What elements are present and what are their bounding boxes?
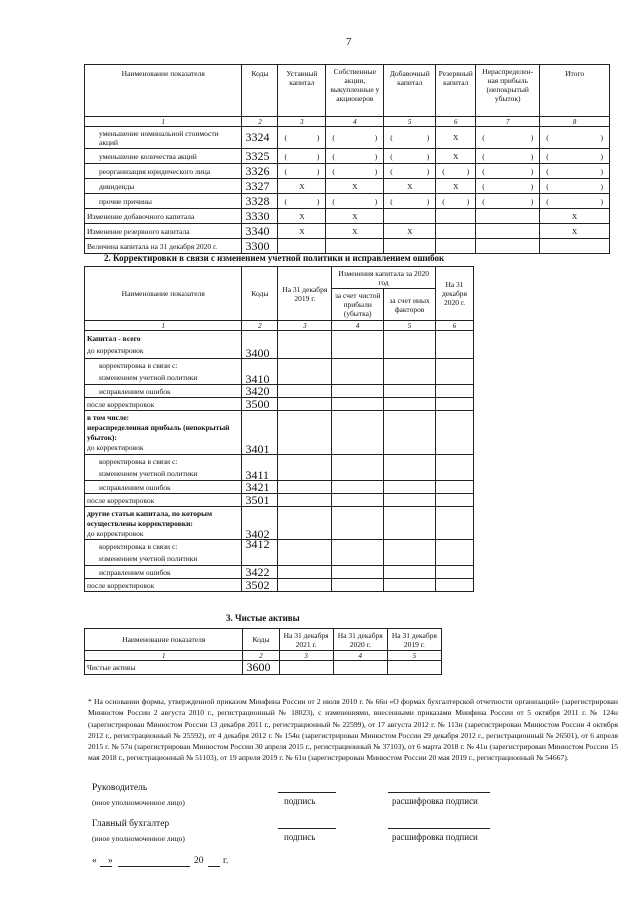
value-cell [326, 127, 384, 149]
header-cell: На 31 декабря 2021 г. [279, 629, 333, 651]
value-cell [476, 239, 540, 254]
value-cell [436, 481, 474, 494]
header-cell: Резервный капитал [436, 65, 476, 117]
row-code: 3400 [242, 331, 278, 359]
row-label-heading: в том числе: [87, 413, 130, 422]
value-cell [279, 661, 333, 675]
value-cell [333, 661, 387, 675]
date-open-quote: « [92, 856, 97, 866]
bracket-placeholder: ( ) [390, 196, 430, 206]
value-cell [384, 579, 436, 592]
value-cell [436, 331, 474, 359]
header-cell: На 31 декабря 2019 г. [387, 629, 441, 651]
column-number: 7 [476, 117, 540, 127]
value-cell [278, 481, 332, 494]
head-sublabel: (иное уполномоченное лицо) [92, 798, 185, 807]
value-cell [540, 179, 610, 194]
accountant-signature-caption: подпись [284, 832, 316, 842]
value-cell [278, 164, 326, 179]
row-code: 3324 [242, 127, 278, 149]
table-header-row [85, 629, 442, 651]
row-code: 3410 [242, 359, 278, 385]
value-cell [332, 331, 384, 359]
value-cell [278, 331, 332, 359]
row-label: исправлением ошибок [85, 481, 242, 494]
table-row [85, 164, 610, 179]
table-row [85, 661, 442, 675]
accountant-signature-line[interactable] [278, 828, 336, 829]
header-cell: Наименование показателя [85, 629, 243, 651]
table-row [85, 507, 474, 540]
date-month-line[interactable] [118, 866, 190, 867]
value-cell [326, 149, 384, 164]
column-number: 8 [540, 117, 610, 127]
value-cell [332, 455, 384, 481]
column-number: 5 [384, 117, 436, 127]
row-label-text: до корректировок [87, 529, 144, 538]
section-3-title: 3. Чистые активы [226, 613, 300, 623]
row-label-text: изменением учетной политики [99, 372, 198, 382]
value-cell [384, 331, 436, 359]
column-number: 6 [436, 117, 476, 127]
value-cell [436, 209, 476, 224]
bracket-placeholder: ( ) [284, 133, 320, 142]
head-decoding-caption: расшифровка подписи [392, 796, 478, 806]
value-cell [476, 149, 540, 164]
value-cell [278, 579, 332, 592]
value-cell [540, 194, 610, 209]
bracket-placeholder: ( ) [390, 133, 430, 142]
value-cell [278, 540, 332, 566]
row-label-text: до корректировок [87, 443, 144, 452]
value-cell [436, 385, 474, 398]
value-cell [436, 164, 476, 179]
bracket-placeholder: ( ) [332, 166, 378, 176]
header-cell: Коды [242, 65, 278, 117]
header-cell: Наименование показателя [85, 65, 242, 117]
value-cell: X [436, 127, 476, 149]
header-cell: за счет иных факторов [384, 289, 436, 321]
value-cell [384, 127, 436, 149]
date-year-line[interactable] [208, 866, 220, 867]
row-label: Изменение добавочного капитала [85, 209, 242, 224]
page-number: 7 [346, 36, 352, 48]
row-label [85, 540, 242, 566]
bracket-placeholder: ( ) [546, 166, 603, 176]
date-day-line[interactable] [100, 866, 112, 867]
column-number: 4 [332, 321, 384, 331]
column-number-row [85, 651, 442, 661]
column-number: 3 [278, 321, 332, 331]
row-label-heading: другие статьи капитала, по которым осуществлены корректировки: [87, 509, 213, 528]
value-cell: X [278, 209, 326, 224]
value-cell [278, 127, 326, 149]
value-cell [332, 359, 384, 385]
value-cell [384, 455, 436, 481]
bracket-placeholder: ( ) [546, 133, 603, 142]
row-code: 3412 [242, 540, 278, 566]
row-code: 3500 [242, 398, 278, 411]
column-number-row [85, 321, 474, 331]
value-cell [326, 194, 384, 209]
value-cell [384, 411, 436, 455]
value-cell: X [326, 179, 384, 194]
bracket-placeholder: ( ) [390, 166, 430, 176]
header-cell: Нераспределен-ная прибыль (непокрытый убыток) [476, 65, 540, 117]
bracket-placeholder: ( ) [332, 151, 378, 161]
footnote: * На основании формы, утвержденной приказом Минфина России от 2 июля 2010 г. № 66н «О формах бухгалтерской отчетности организаций» (зарегистрирован Минюстом России 2 августа 2010 г., регистрационный № 18023), с изменениями, внесенными приказами Минфина России от 5 октября 2011 г. № 124н (зарегистрирован Минюстом России 13 декабря 2011 г., регистрационный № 22599), от 17 августа 2012 г. № 113н (зарегистрирован Минюстом России 4 октября 2012 г., регистрационный № 25592), от 4 декабря 2012 г. № 154н (зарегистрирован Минюстом России 29 декабря 2012 г., регистрационный № 26501), от 6 апреля 2015 г. № 57н (зарегистрирован Минюстом России 30 апреля 2015 г., регистрационный № 37103), от 6 марта 2018 г. № 41н (зарегистрирован Минюстом России 15 мая 2018 г., регистрационный № 51103), от 19 апреля 2019 г. № 61н (зарегистрирован Минюстом России 20 мая 2019 г., регистрационный № 54667). [88, 697, 618, 763]
header-cell: Изменения капитала за 2020 год [332, 267, 436, 289]
row-code: 3326 [242, 164, 278, 179]
row-label-text: до корректировок [87, 346, 144, 355]
value-cell [384, 239, 436, 254]
table-row [85, 411, 474, 455]
corrections-table [84, 266, 474, 592]
bracket-placeholder: ( ) [482, 166, 534, 176]
row-label: исправлением ошибок [85, 385, 242, 398]
column-number: 6 [436, 321, 474, 331]
bracket-placeholder: ( ) [284, 196, 320, 206]
value-cell [387, 661, 441, 675]
table-row [85, 398, 474, 411]
value-cell [476, 194, 540, 209]
value-cell [278, 411, 332, 455]
value-cell [436, 398, 474, 411]
value-cell [278, 455, 332, 481]
header-cell: Коды [243, 629, 279, 651]
row-code: 3402 [242, 507, 278, 540]
value-cell [332, 507, 384, 540]
value-cell [326, 164, 384, 179]
value-cell: X [384, 179, 436, 194]
row-label: после корректировок [85, 494, 242, 507]
column-number: 2 [243, 651, 279, 661]
header-cell: за счет чистой прибыли (убытка) [332, 289, 384, 321]
bracket-placeholder: ( ) [546, 181, 603, 191]
row-code: 3300 [242, 239, 278, 254]
value-cell [384, 194, 436, 209]
bracket-placeholder: ( ) [482, 181, 534, 191]
table-row [85, 455, 474, 481]
bracket-placeholder: ( ) [482, 196, 534, 206]
row-label-text: корректировка в связи с: [99, 456, 178, 466]
accountant-sublabel: (иное уполномоченное лицо) [92, 834, 185, 843]
table-header-row [85, 267, 474, 289]
row-label: реорганизация юридического лица [85, 164, 242, 179]
value-cell: X [326, 209, 384, 224]
value-cell [436, 411, 474, 455]
value-cell [476, 164, 540, 179]
row-code: 3328 [242, 194, 278, 209]
table-row [85, 179, 610, 194]
table-row [85, 359, 474, 385]
row-code: 3501 [242, 494, 278, 507]
row-label-text: изменением учетной политики [99, 553, 198, 563]
value-cell [540, 239, 610, 254]
head-label: Руководитель [92, 783, 148, 793]
date-year-prefix: 20 [194, 856, 204, 866]
value-cell [278, 566, 332, 579]
value-cell: X [540, 209, 610, 224]
table-row [85, 331, 474, 359]
column-number: 2 [242, 117, 278, 127]
value-cell [384, 164, 436, 179]
value-cell: X [436, 179, 476, 194]
row-label: прочие причины [85, 194, 242, 209]
table-row [85, 494, 474, 507]
row-code: 3600 [243, 661, 279, 675]
bracket-placeholder: ( ) [332, 133, 378, 142]
table-row [85, 194, 610, 209]
column-number-row [85, 117, 610, 127]
header-cell: Наименование показателя [85, 267, 242, 321]
row-code: 3420 [242, 385, 278, 398]
header-cell: Добавочный капитал [384, 65, 436, 117]
row-label-heading: нераспределенная прибыль (непокрытый убыток): [87, 423, 230, 442]
value-cell [278, 359, 332, 385]
row-code: 3421 [242, 481, 278, 494]
row-code: 3502 [242, 579, 278, 592]
row-label: исправлением ошибок [85, 566, 242, 579]
header-cell: Собственные акции, выкупленные у акционеров [326, 65, 384, 117]
value-cell [332, 385, 384, 398]
row-label: уменьшение номинальной стоимости акций [85, 127, 242, 149]
column-number: 5 [387, 651, 441, 661]
value-cell [436, 494, 474, 507]
value-cell [384, 209, 436, 224]
value-cell: X [278, 179, 326, 194]
value-cell [332, 398, 384, 411]
bracket-placeholder: ( ) [284, 151, 320, 161]
column-number: 1 [85, 651, 243, 661]
column-number: 5 [384, 321, 436, 331]
net-assets-table [84, 628, 442, 675]
value-cell [476, 224, 540, 239]
value-cell [278, 239, 326, 254]
value-cell [278, 398, 332, 411]
value-cell [436, 579, 474, 592]
table-row [85, 239, 610, 254]
row-label [85, 359, 242, 385]
row-code: 3327 [242, 179, 278, 194]
value-cell [384, 359, 436, 385]
table-row [85, 127, 610, 149]
row-label: Чистые активы [85, 661, 243, 675]
column-number: 2 [242, 321, 278, 331]
value-cell [476, 179, 540, 194]
column-number: 1 [85, 117, 242, 127]
bracket-placeholder: ( ) [442, 166, 470, 176]
row-code: 3325 [242, 149, 278, 164]
value-cell [384, 385, 436, 398]
value-cell [278, 149, 326, 164]
table-row [85, 385, 474, 398]
head-signature-caption: подпись [284, 796, 316, 806]
value-cell [540, 149, 610, 164]
value-cell [476, 127, 540, 149]
value-cell [332, 566, 384, 579]
value-cell: X [436, 149, 476, 164]
accountant-label: Главный бухгалтер [92, 819, 170, 829]
table-row [85, 209, 610, 224]
header-cell: На 31 декабря 2020 г. [333, 629, 387, 651]
row-label: после корректировок [85, 398, 242, 411]
column-number: 4 [326, 117, 384, 127]
row-code: 3411 [242, 455, 278, 481]
value-cell: X [326, 224, 384, 239]
value-cell [436, 359, 474, 385]
bracket-placeholder: ( ) [482, 151, 534, 161]
bracket-placeholder: ( ) [546, 196, 603, 206]
value-cell [540, 164, 610, 179]
row-label: после корректировок [85, 579, 242, 592]
value-cell [278, 507, 332, 540]
value-cell [436, 224, 476, 239]
row-label: дивиденды [85, 179, 242, 194]
column-number: 1 [85, 321, 242, 331]
header-cell: На 31 декабря 2019 г. [278, 267, 332, 321]
head-signature-line[interactable] [278, 792, 336, 793]
accountant-decoding-line[interactable] [388, 828, 490, 829]
value-cell [384, 494, 436, 507]
value-cell [384, 149, 436, 164]
table-row [85, 149, 610, 164]
date-close-quote: » [108, 856, 113, 866]
value-cell [384, 507, 436, 540]
table-row [85, 579, 474, 592]
value-cell [384, 540, 436, 566]
value-cell [384, 566, 436, 579]
head-decoding-line[interactable] [388, 792, 490, 793]
value-cell [384, 481, 436, 494]
bracket-placeholder: ( ) [482, 133, 534, 142]
column-number: 3 [279, 651, 333, 661]
row-code: 3422 [242, 566, 278, 579]
row-label-text: изменением учетной политики [99, 468, 198, 478]
value-cell [278, 385, 332, 398]
value-cell [436, 194, 476, 209]
value-cell: X [278, 224, 326, 239]
value-cell: X [384, 224, 436, 239]
value-cell [436, 507, 474, 540]
row-label: Изменение резервного капитала [85, 224, 242, 239]
row-label: уменьшение количества акций [85, 149, 242, 164]
value-cell [332, 579, 384, 592]
value-cell [332, 540, 384, 566]
bracket-placeholder: ( ) [546, 151, 603, 161]
section-2-title: 2. Корректировки в связи с изменением учетной политики и исправлением ошибок [104, 253, 445, 263]
row-label [85, 331, 242, 359]
value-cell [436, 566, 474, 579]
row-label-heading: Капитал - всего [87, 334, 141, 343]
value-cell [436, 540, 474, 566]
row-code: 3330 [242, 209, 278, 224]
table-row [85, 540, 474, 566]
accountant-decoding-caption: расшифровка подписи [392, 832, 478, 842]
value-cell [278, 494, 332, 507]
row-code: 3401 [242, 411, 278, 455]
value-cell [332, 411, 384, 455]
value-cell [278, 194, 326, 209]
row-label-text: корректировка в связи с: [99, 541, 178, 551]
header-cell: Уставный капитал [278, 65, 326, 117]
bracket-placeholder: ( ) [284, 166, 320, 176]
header-cell: Коды [242, 267, 278, 321]
header-cell: На 31 декабря 2020 г. [436, 267, 474, 321]
bracket-placeholder: ( ) [390, 151, 430, 161]
table-row [85, 481, 474, 494]
row-label [85, 507, 242, 540]
header-cell: Итого [540, 65, 610, 117]
row-label [85, 411, 242, 455]
value-cell [540, 127, 610, 149]
value-cell [332, 481, 384, 494]
capital-changes-table [84, 64, 610, 254]
bracket-placeholder: ( ) [332, 196, 378, 206]
column-number: 4 [333, 651, 387, 661]
value-cell: X [540, 224, 610, 239]
table-row [85, 224, 610, 239]
row-code: 3340 [242, 224, 278, 239]
row-label: Величина капитала на 31 декабря 2020 г. [85, 239, 242, 254]
date-year-suffix: г. [223, 856, 229, 866]
value-cell [476, 209, 540, 224]
table-header-row [85, 65, 610, 117]
row-label-text: корректировка в связи с: [99, 360, 178, 370]
column-number: 3 [278, 117, 326, 127]
value-cell [436, 239, 476, 254]
value-cell [436, 455, 474, 481]
row-label [85, 455, 242, 481]
value-cell [332, 494, 384, 507]
bracket-placeholder: ( ) [442, 196, 470, 206]
table-row [85, 566, 474, 579]
value-cell [326, 239, 384, 254]
value-cell [384, 398, 436, 411]
